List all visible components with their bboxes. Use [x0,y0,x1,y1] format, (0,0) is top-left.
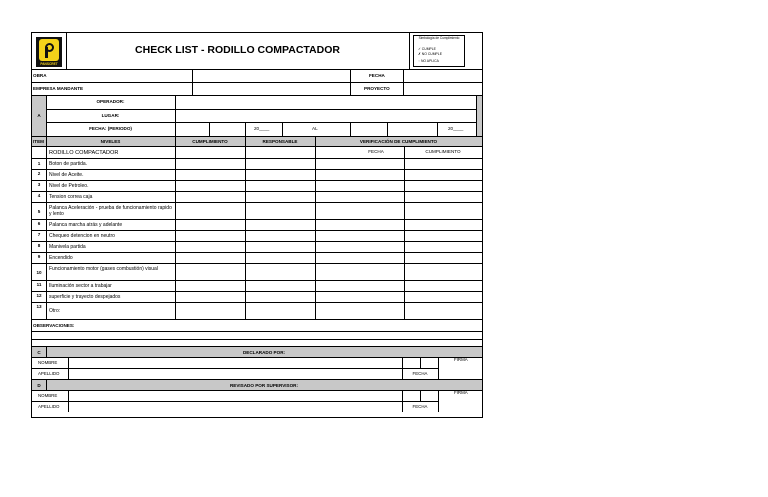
logo-brand: PANSCRET [40,62,58,66]
apellido-field-d[interactable] [69,402,401,412]
row-num: 9 [37,254,41,259]
row-label: Boton de partida. [49,161,88,167]
row-num: 10 [36,270,42,275]
section-c-letter: C [37,350,41,355]
row-label: Tension correa caja [49,194,93,200]
legend-heading: Simbología de Cumplimiento [418,36,460,40]
col-item: ITEM [33,139,44,144]
row-num: 6 [37,221,41,226]
row-label: Palanca marcha atrás y adelante [49,222,123,228]
apellido-label-d: APELLIDO [38,404,60,409]
proyecto-label: PROYECTO [364,86,390,91]
row-label: Encendido [49,255,73,261]
operador-field[interactable] [176,96,476,108]
checklist-form [31,32,483,418]
legend-item-cumple: ✓ CUMPLE [418,47,436,51]
section-a-letter: A [37,113,41,118]
row-label: Otro: [49,308,61,314]
row-num: 11 [36,282,42,287]
nombre-field-d[interactable] [69,391,401,401]
col-responsable: RESPONSABLE [262,139,298,144]
row-label: Chequeo detencion en neutro [49,233,115,239]
fecha-label-d: FECHA [412,404,428,409]
row-label: Nivel de Petroleo. [49,183,89,189]
row-label: superficie y trayecto despejados [49,294,121,300]
row-num: 4 [37,193,41,198]
operador-label: OPERADOR: [96,99,125,104]
fecha-label: FECHA [369,73,385,78]
obra-field[interactable] [193,70,349,81]
row-label: Funcionamiento motor (gases combustión) visual [49,266,158,272]
col-cumplimiento: CUMPLIMIENTO [192,139,228,144]
row-label: Palanca Aceleración - prueba de funcionamiento rapido y lento [49,205,172,217]
legend-box [413,35,465,67]
row-num: 12 [36,293,42,298]
section-d-title: REVISADO POR SUPERVISOR: [229,383,299,388]
obra-label: OBRA [33,73,47,78]
observaciones-label: OBSERVACIONES: [33,323,75,328]
periodo-end-year[interactable]: 20____ [448,126,464,131]
subheader-cumplimiento: CUMPLIMIENTO [425,149,461,154]
firma-field-c[interactable] [439,363,482,379]
circle-icon: ◌ [418,59,421,63]
apellido-label-c: APELLIDO [38,371,60,376]
fecha-field[interactable] [404,70,482,81]
page-title: CHECK LIST - RODILLO COMPACTADOR [135,44,340,56]
row-num: 7 [37,232,41,237]
row-num: 5 [37,209,41,214]
row-num: 1 [37,161,41,166]
fecha-label-c: FECHA [412,371,428,376]
row-num: 3 [37,182,41,187]
subheader-label: RODILLO COMPACTADOR [49,150,119,156]
lugar-label: LUGAR: [101,113,120,118]
empresa-field[interactable] [193,83,349,95]
lugar-field[interactable] [176,110,476,121]
nombre-label-c: NOMBRE [38,360,58,365]
check-icon: ✓ [418,47,421,51]
legend-item-no-cumple: ✗ NO CUMPLE [418,52,442,56]
firma-label-d: FIRMA [454,390,468,395]
fecha-periodo-label: FECHA: (PERIODO) [89,126,132,131]
subheader-fecha: FECHA [368,149,384,154]
nombre-label-d: NOMBRE [38,393,58,398]
periodo-start-year[interactable]: 20____ [254,126,270,131]
firma-label-c: FIRMA [454,357,468,362]
section-d-letter: D [37,383,41,388]
legend-item-no-aplica: ◌ NO APLICA [418,59,439,63]
col-niveles: NIVELES [100,139,121,144]
company-logo [36,37,62,67]
cross-icon: ✗ [418,52,421,56]
periodo-al: AL [312,126,318,131]
row-label: Nivel de Aceite. [49,172,84,178]
section-c-title: DECLARADO POR: [242,350,286,355]
nombre-field-c[interactable] [69,358,401,368]
empresa-label: EMPRESA MANDANTE [33,86,84,91]
logo-mark [39,39,59,61]
col-verificacion: VERIFICACIÓN DE CUMPLIMIENTO [359,139,438,144]
row-num: 8 [37,243,41,248]
proyecto-field[interactable] [404,83,482,95]
row-num: 13 [36,304,42,309]
apellido-field-c[interactable] [69,369,401,379]
row-num: 2 [37,171,41,176]
row-label: Iluminación sector a trabajar [49,283,112,289]
row-label: Manivela partida [49,244,86,250]
observaciones-field[interactable] [32,330,482,346]
firma-field-d[interactable] [439,396,482,412]
